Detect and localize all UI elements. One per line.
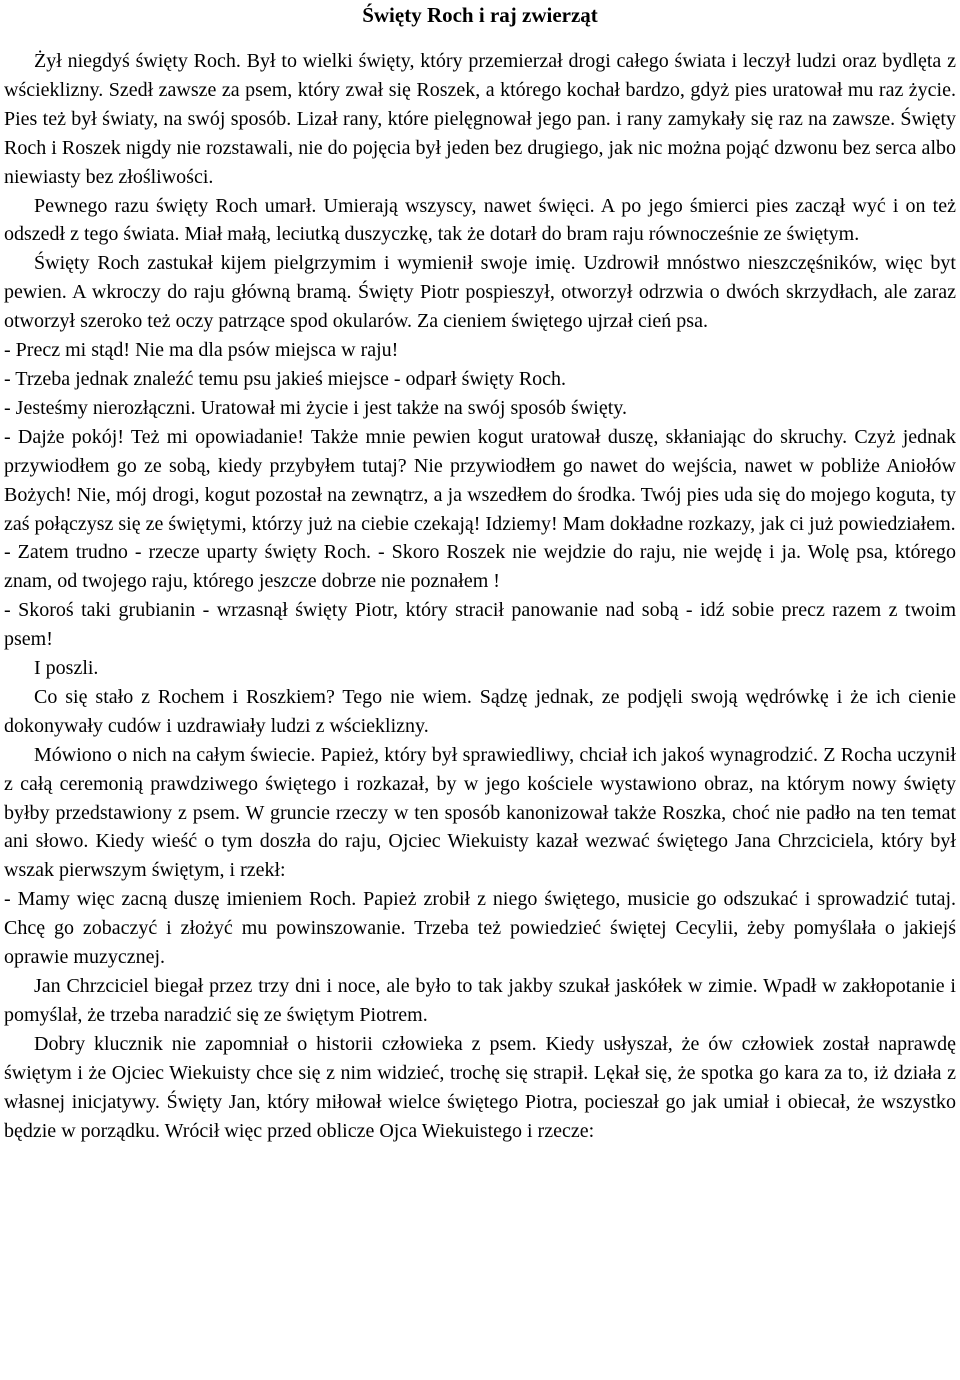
document-title: Święty Roch i raj zwierząt (362, 3, 598, 27)
dialogue-line: - Zatem trudno - rzecze uparty święty Roch. - Skoro Roszek nie wejdzie do raju, nie wejdę i ja. Wolę psa, którego znam, od twojego raju, którego jeszcze dobrze nie poznałem ! (4, 541, 956, 593)
dialogue-line: - Dajże pokój! Też mi opowiadanie! Także mnie pewien kogut uratował duszę, skłaniając do skruchy. Czyż jednak przywiodłem go ze sobą, kiedy przybyłem tutaj? Nie przywiodłem go nawet do wejścia, nawet w pobliże Aniołów Bożych! Nie, mój drogi, kogut pozostał na zewnątrz, a ja wszedłem do środka. Twój pies uda się do mojego koguta, ty zaś połączysz się ze świętymi, którzy już na ciebie czekają! Idziemy! Mam dokładne rozkazy, jak ci już powiedziałem. (4, 425, 956, 535)
dialogue-line: - Trzeba jednak znaleźć temu psu jakieś miejsce - odparł święty Roch. (4, 367, 567, 390)
dialogue-line: - Mamy więc zacną duszę imieniem Roch. Papież zrobił z niego świętego, musicie go odszukać i sprowadzić tutaj. Chcę go zobaczyć i złożyć mu powinszowanie. Trzeba też powiedzieć świętej Cecylii, żeby pomyślała o jakiejś oprawie muzycznej. (4, 888, 956, 969)
paragraph: Pewnego razu święty Roch umarł. Umierają wszyscy, nawet święci. A po jego śmierci pies zaczął wyć i on też odszedł z tego świata. Miał małą, leciutką duszyczkę, tak że dotarł do bram raju równocześnie ze świętym. (4, 194, 956, 246)
paragraph: Żył niegdyś święty Roch. Był to wielki święty, który przemierzał drogi całego świata i leczył ludzi oraz bydlęta z wścieklizny. Szedł zawsze za psem, który zwał się Roszek, a którego kochał bardzo, gdyż pies uratował mu raz życie. Pies też był światy, na swój sposób. Lizał rany, które pielęgnował jego pan. i rany zamykały się raz na zawsze. Święty Roch i Roszek nigdy nie rozstawali, nie do pojęcia był jeden bez drugiego, jak nic można pojąć dzwonu bez serca albo niewiasty bez złośliwości. (4, 50, 956, 188)
dialogue-line: - Jesteśmy nierozłączni. Uratował mi życie i jest także na swój sposób święty. (4, 396, 627, 419)
dialogue-line: - Skoroś taki grubianin - wrzasnął święty Piotr, który stracił panowanie nad sobą - idź sobie precz razem z twoim psem! (4, 599, 956, 651)
paragraph: Mówiono o nich na całym świecie. Papież, który był sprawiedliwy, chciał ich jakoś wynagrodzić. Z Rocha uczynił z całą ceremonią prawdziwego świętego i rozkazał, by w jego kościele wystawiono obraz, na którym nowy święty byłby przedstawiony z psem. W gruncie rzeczy w ten sposób kanonizował także Roszka, choć nie padło na ten temat ani słowo. Kiedy wieść o tym doszła do raju, Ojciec Wiekuisty kazał wezwać świętego Jana Chrzciciela, który był wszak pierwszym świętym, i rzekł: (4, 743, 956, 882)
document-body (4, 47, 956, 1145)
paragraph: Co się stało z Rochem i Roszkiem? Tego nie wiem. Sądzę jednak, ze podjęli swoją wędrówkę i że ich cienie dokonywały cudów i uzdrawiały ludzi z wścieklizny. (4, 685, 956, 737)
paragraph: Dobry klucznik nie zapomniał o historii człowieka z psem. Kiedy usłyszał, że ów człowiek został naprawdę świętym i że Ojciec Wiekuisty chce się z nim widzieć, trochę się strapił. Lękał się, że spotka go kara za to, iż działa z własnej inicjatywy. Święty Jan, który miłował wielce świętego Piotra, pocieszał go jak umiał i obiecał, że wszystko będzie w porządku. Wrócił więc przed oblicze Ojca Wiekuistego i rzecze: (4, 1032, 956, 1142)
paragraph: Święty Roch zastukał kijem pielgrzymim i wymienił swoje imię. Uzdrowił mnóstwo nieszczęśników, więc byt pewien. A wkroczy do raju główną bramą. Święty Piotr pospieszył, otworzył odrzwia o dwóch skrzydłach, ale zaraz otworzył szeroko też oczy patrzące spod okularów. Za cieniem świętego ujrzał cień psa. (4, 252, 956, 333)
paragraph: I poszli. (34, 657, 99, 680)
paragraph: Jan Chrzciciel biegał przez trzy dni i noce, ale było to tak jakby szukał jaskółek w zimie. Wpadł w zakłopotanie i pomyślał, że trzeba naradzić się ze świętym Piotrem. (4, 975, 956, 1026)
document-page (4, 0, 956, 1380)
dialogue-line: - Precz mi stąd! Nie ma dla psów miejsca w raju! (4, 339, 399, 362)
